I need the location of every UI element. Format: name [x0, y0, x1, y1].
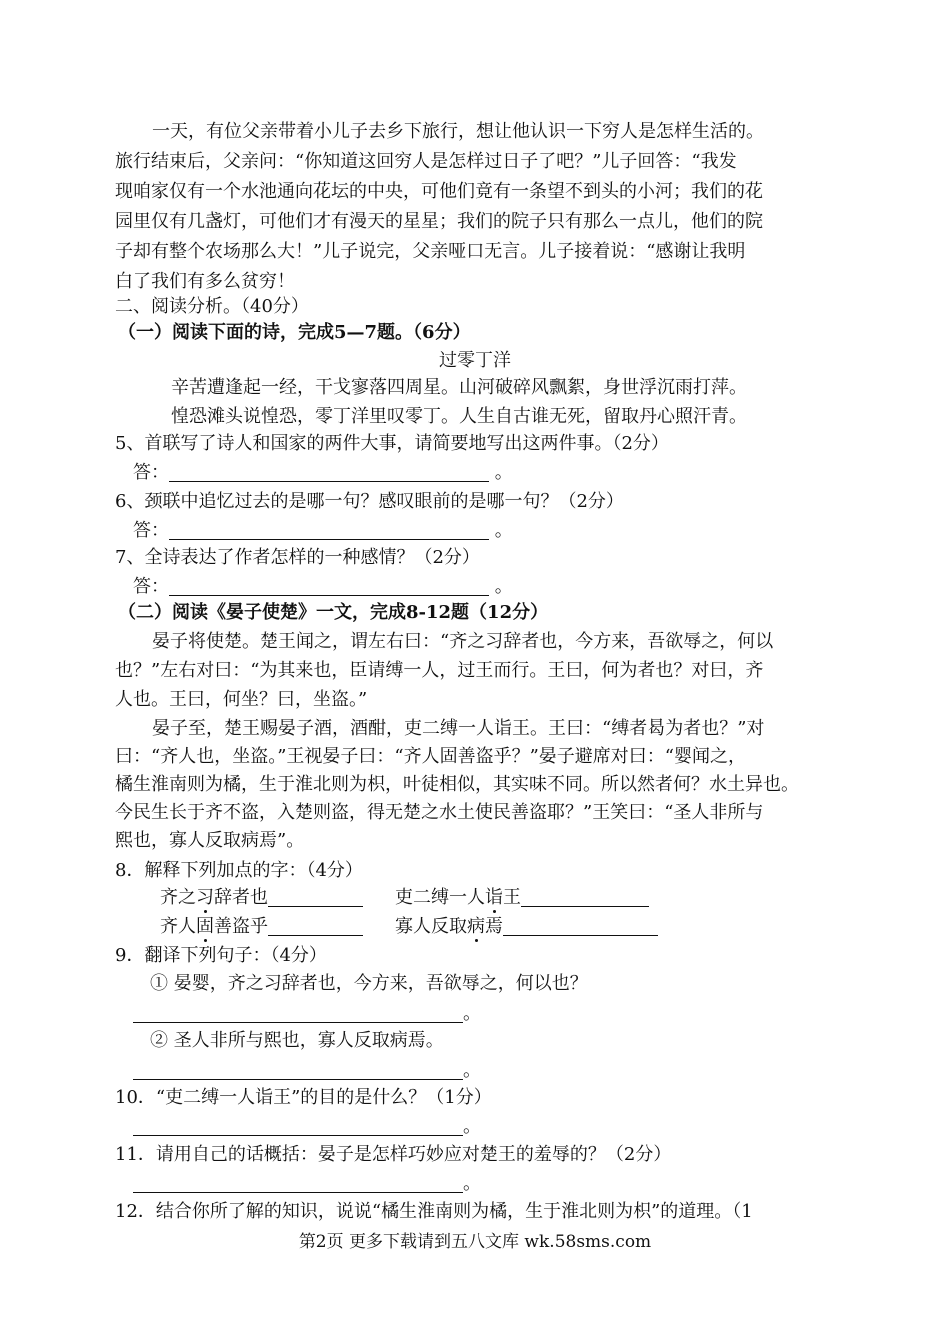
- part1-heading: （一）阅读下面的诗，完成5—7题。（6分）: [118, 322, 471, 343]
- question-6: 6、颈联中追忆过去的是哪一句？感叹眼前的是哪一句？（2分）: [115, 491, 624, 512]
- answer-line-9a: [133, 999, 853, 1029]
- q8-row: [160, 883, 840, 913]
- passage-line: 旅行结束后，父亲问：“你知道这回穷人是怎样过日子了吧？”儿子回答：“我发: [115, 151, 737, 172]
- text-line: 今民生长于齐不盗，入楚则盗，得无楚之水土使民善盗耶？”王笑曰：“圣人非所与: [115, 802, 764, 823]
- period: 。: [494, 520, 513, 541]
- text-line: 也？”左右对曰：“为其来也，臣请缚一人，过王而行。王曰，何为者也？对曰，齐: [115, 660, 764, 681]
- q8-item-b: [395, 883, 649, 913]
- poem-line: 惶恐滩头说惶恐，零丁洋里叹零丁。人生自古谁无死，留取丹心照汗青。: [171, 406, 747, 427]
- q8-text: 焉: [485, 916, 503, 937]
- q8-text: 齐人: [160, 916, 196, 937]
- passage-line: 一天，有位父亲带着小儿子去乡下旅行，想让他认识一下穷人是怎样生活的。: [152, 121, 764, 142]
- period: 。: [463, 1003, 481, 1024]
- answer-blank[interactable]: [268, 886, 363, 907]
- question-10: 10．“吏二缚一人诣王”的目的是什么？（1分）: [115, 1087, 492, 1108]
- answer-line-10: [133, 1112, 853, 1142]
- passage-line: 园里仅有几盏灯，可他们才有漫天的星星；我们的院子只有那么一点儿，他们的院: [115, 211, 763, 232]
- q9-sentence-1: ① 晏婴，齐之习辞者也，今方来，吾欲辱之，何以也？: [150, 973, 588, 994]
- q8-text: 吏二缚一人: [395, 887, 485, 908]
- answer-line-9b: [133, 1056, 853, 1086]
- poem-line: 辛苦遭逢起一经，干戈寥落四周星。山河破碎风飘絮，身世浮沉雨打萍。: [171, 377, 747, 398]
- period: 。: [463, 1116, 481, 1137]
- q8-item-d: [395, 912, 658, 942]
- answer-blank[interactable]: [268, 915, 363, 936]
- dotted-char: 病: [467, 916, 485, 937]
- text-line: 人也。王曰，何坐？曰，坐盗。”: [115, 689, 368, 710]
- period: 。: [463, 1173, 481, 1194]
- answer-blank[interactable]: [169, 575, 489, 596]
- answer-label: 答：: [133, 520, 169, 541]
- q8-row: [160, 912, 840, 942]
- text-line: 晏子至，楚王赐晏子酒，酒酣，吏二缚一人诣王。王曰：“缚者曷为者也？”对: [152, 718, 765, 739]
- passage-line: 白了我们有多么贫穷！: [115, 271, 295, 292]
- text-line: 曰：“齐人也，坐盗。”王视晏子曰：“齐人固善盗乎？”晏子避席对曰：“婴闻之，: [115, 746, 747, 767]
- answer-label: 答：: [133, 576, 169, 597]
- question-5: 5、首联写了诗人和国家的两件大事，请简要地写出这两件事。（2分）: [115, 433, 669, 454]
- question-7: 7、全诗表达了作者怎样的一种感情？（2分）: [115, 547, 480, 568]
- dotted-char: 固: [196, 916, 214, 937]
- answer-blank[interactable]: [133, 1115, 463, 1136]
- q8-text: 寡人反取: [395, 916, 467, 937]
- answer-line-5: [133, 458, 853, 488]
- passage-line: 子却有整个农场那么大！”儿子说完，父亲哑口无言。儿子接着说：“感谢让我明: [115, 241, 746, 262]
- question-12: 12．结合你所了解的知识，说说“橘生淮南则为橘，生于淮北则为枳”的道理。（1: [115, 1201, 753, 1222]
- answer-blank[interactable]: [503, 915, 658, 936]
- period: 。: [494, 462, 513, 483]
- text-line: 橘生淮南则为橘，生于淮北则为枳，叶徒相似，其实味不同。所以然者何？水土异也。: [115, 774, 799, 795]
- q9-sentence-2: ② 圣人非所与熙也，寡人反取病焉。: [150, 1030, 444, 1051]
- q8-text: 辞者也: [214, 887, 268, 908]
- answer-blank[interactable]: [133, 1059, 463, 1080]
- q8-text: 善盗乎: [214, 916, 268, 937]
- answer-label: 答：: [133, 462, 169, 483]
- answer-blank[interactable]: [133, 1002, 463, 1023]
- text-line: 熙也，寡人反取病焉”。: [115, 830, 305, 851]
- section-heading: 二、阅读分析。（40分）: [115, 296, 309, 317]
- text-line: 晏子将使楚。楚王闻之，谓左右曰：“齐之习辞者也，今方来，吾欲辱之，何以: [152, 631, 774, 652]
- answer-blank[interactable]: [169, 461, 489, 482]
- answer-line-11: [133, 1169, 853, 1199]
- question-11: 11．请用自己的话概括：晏子是怎样巧妙应对楚王的羞辱的？（2分）: [115, 1144, 672, 1165]
- answer-blank[interactable]: [521, 886, 649, 907]
- answer-blank[interactable]: [169, 519, 489, 540]
- period: 。: [494, 576, 513, 597]
- answer-line-6: [133, 516, 853, 546]
- question-9: 9．翻译下列句子：（4分）: [115, 945, 327, 966]
- page-footer: 第2页 更多下载请到五八文库 wk.58sms.com: [298, 1232, 652, 1252]
- poem-title: 过零丁洋: [439, 350, 511, 371]
- dotted-char: 习: [196, 887, 214, 908]
- dotted-char: 诣: [485, 887, 503, 908]
- passage-line: 现咱家仅有一个水池通向花坛的中央，可他们竟有一条望不到头的小河；我们的花: [115, 181, 763, 202]
- part2-heading: （二）阅读《晏子使楚》一文，完成8-12题（12分）: [118, 602, 549, 623]
- answer-blank[interactable]: [133, 1172, 463, 1193]
- q8-text: 齐之: [160, 887, 196, 908]
- q8-text: 王: [503, 887, 521, 908]
- question-8: 8．解释下列加点的字：（4分）: [115, 860, 363, 881]
- period: 。: [463, 1060, 481, 1081]
